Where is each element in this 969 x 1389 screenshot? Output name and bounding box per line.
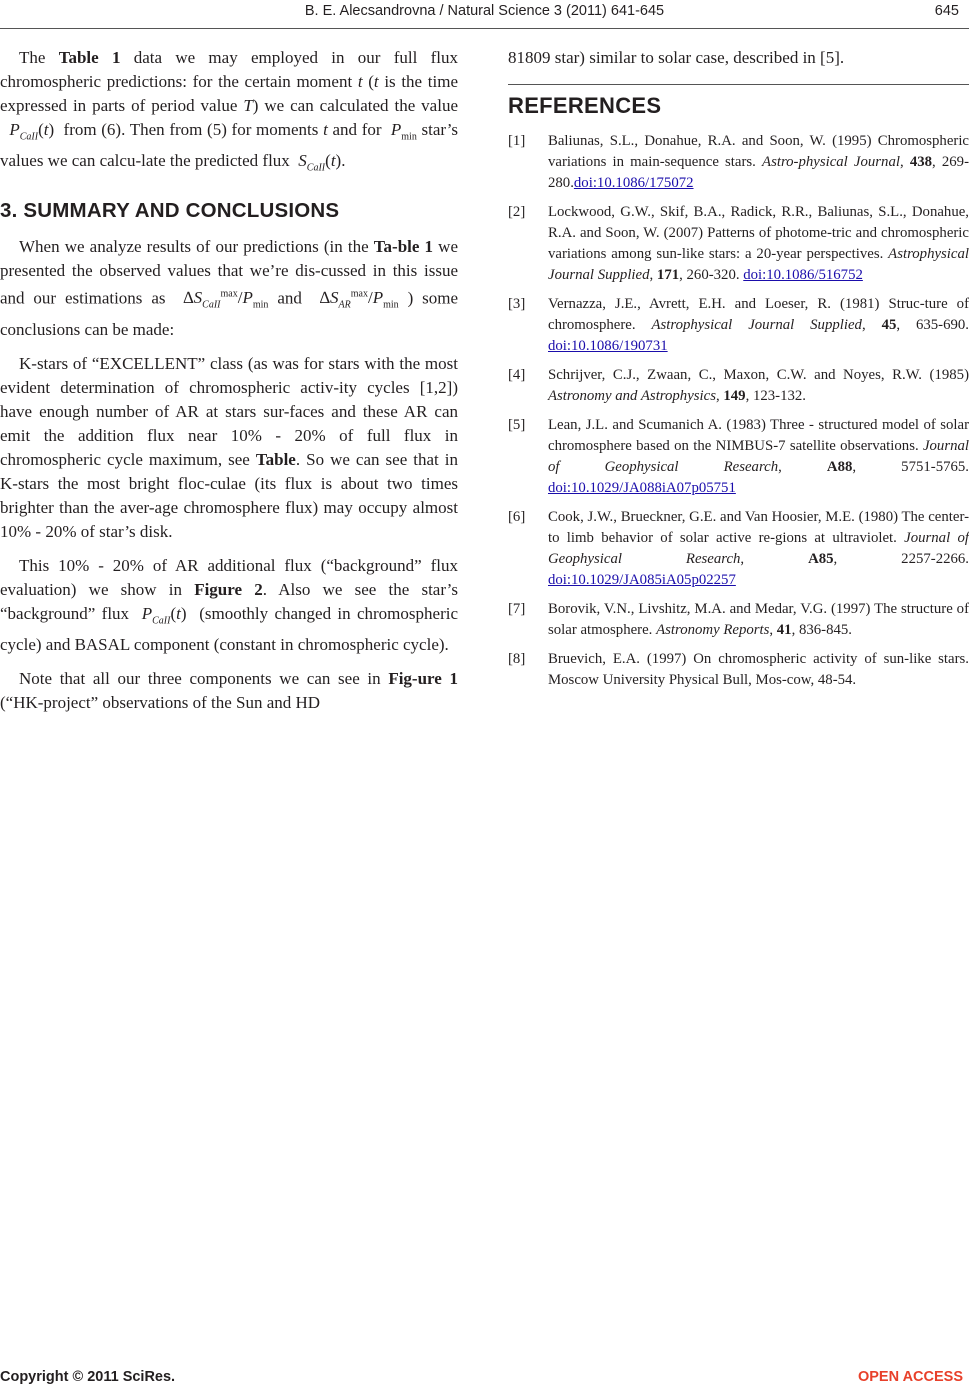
reference-text: Baliunas, S.L., Donahue, R.A. and Soon, W. (1995) Chromospheric variations in main-sequence stars. <box>548 133 969 170</box>
formula-delta-s-caii-over-p-min: $\Delta S_{CaII}^{max}/P_{min}$ <box>183 288 269 311</box>
table-1-ref: Table 1 <box>58 48 121 67</box>
reference-volume: 438 <box>909 154 933 170</box>
reference-item <box>508 507 969 591</box>
reference-item <box>508 131 969 194</box>
reference-item <box>508 202 969 286</box>
reference-text: Schrijver, C.J., Zwaan, C., Maxon, C.W. and Noyes, R.W. (1985) <box>548 367 969 383</box>
reference-volume: A85 <box>808 551 834 567</box>
reference-separator: , <box>740 551 809 567</box>
reference-separator: , <box>861 317 882 333</box>
running-title: B. E. Alecsandrovna / Natural Science 3 (2011) 641-645 <box>304 3 665 19</box>
reference-text: Cook, J.W., Brueckner, G.E. and Van Hoosier, M.E. (1980) The center-to limb behavior of solar active re-gions at ultraviolet. <box>548 509 969 546</box>
reference-number: [2] <box>508 204 526 220</box>
reference-number: [6] <box>508 509 526 525</box>
reference-journal: Journal of Geophysical Research <box>548 438 969 475</box>
running-header <box>0 3 969 23</box>
right-column <box>508 46 969 699</box>
reference-pages: , 269-280. <box>548 154 969 191</box>
table-1-ref-2: Ta-ble 1 <box>373 236 434 256</box>
figure-1-ref: Fig-ure 1 <box>388 669 458 689</box>
reference-doi-link[interactable]: doi:10.1086/175072 <box>573 175 694 191</box>
reference-doi-link[interactable]: doi:10.1029/JA085iA05p02257 <box>548 572 736 588</box>
copyright: Copyright © 2011 SciRes. <box>0 1369 176 1385</box>
reference-doi-link[interactable]: doi:10.1086/516752 <box>743 267 863 283</box>
reference-pages: , 635-690. <box>896 317 969 333</box>
reference-volume: 149 <box>723 388 746 404</box>
reference-number: [4] <box>508 367 526 383</box>
paragraph-continuation: 81809 star) similar to solar case, described in [5]. <box>508 48 845 67</box>
figure-2-ref: Figure 2 <box>194 579 263 599</box>
reference-journal: Astronomy Reports <box>656 622 770 638</box>
reference-volume: 45 <box>881 317 897 333</box>
reference-separator: , <box>778 459 827 475</box>
reference-volume: 171 <box>656 267 680 283</box>
reference-number: [1] <box>508 133 526 149</box>
reference-pages: , 260-320. <box>679 267 744 283</box>
reference-text: Lean, J.L. and Scumanich A. (1983) Three - structured model of solar chromosphere based on the NIMBUS-7 satellite observations. <box>548 417 969 454</box>
paragraph-background-flux: This 10% - 20% of AR additional flux (“background” flux evaluation) we show in Figure 2. Also we see the star’s “background” flux $P_{CaII}(t)$ (smoothly changed in chromospheric cycle) and BASAL component (constant in chromospheric cycle). <box>0 555 458 655</box>
reference-text: Lockwood, G.W., Skif, B.A., Radick, R.R., Baliunas, S.L., Donahue, R.A. and Soon, W. (2007) Patterns of photome-tric and chromospheric variations among sun-like stars: a 20-year perspectives. <box>548 204 969 262</box>
reference-item <box>508 294 969 357</box>
section-title: 3. SUMMARY AND CONCLUSIONS <box>0 198 340 222</box>
formula-p-caii-t-2: $P_{CaII}(t)$ <box>141 603 187 627</box>
reference-separator: , <box>769 622 777 638</box>
reference-pages: , 836-845. <box>791 622 852 638</box>
reference-item <box>508 599 969 641</box>
reference-number: [3] <box>508 296 526 312</box>
reference-journal: Journal of Geophysical Research <box>548 530 969 567</box>
page-number: 645 <box>934 3 959 19</box>
references-title: REFERENCES <box>508 93 662 118</box>
reference-item <box>508 365 969 407</box>
reference-item <box>508 415 969 499</box>
header-rule <box>0 28 969 29</box>
open-access-label: OPEN ACCESS <box>857 1369 963 1385</box>
reference-number: [5] <box>508 417 526 433</box>
reference-text: Borovik, V.N., Livshitz, M.A. and Medar, V.G. (1997) The structure of solar atmosphere. <box>548 601 969 638</box>
reference-journal: Astro-physical Journal <box>762 154 900 170</box>
left-column <box>0 46 458 725</box>
reference-volume: 41 <box>776 622 792 638</box>
formula-p-caii-t: $P_{CaII}(t)$ <box>9 120 55 143</box>
reference-journal: Astrophysical Journal Supplied <box>548 246 969 283</box>
reference-separator: , <box>899 154 910 170</box>
paragraph-three-components: Note that all our three components we can see in Fig-ure 1 (“HK-project” observations of the Sun and HD <box>0 669 458 713</box>
reference-item <box>508 649 969 691</box>
formula-p-min: $P_{min}$ <box>390 120 417 143</box>
reference-list <box>508 131 969 691</box>
reference-journal: Astrophysical Journal Supplied <box>651 317 862 333</box>
reference-journal: Astronomy and Astrophysics <box>548 388 716 404</box>
reference-pages: , 123-132. <box>745 388 806 404</box>
references-rule <box>508 84 969 85</box>
reference-pages: , 2257-2266. <box>833 551 969 567</box>
reference-pages: , 5751-5765. <box>852 459 969 475</box>
paragraph-table-usage: The Table 1 data we may employed in our full flux chromospheric predictions: for the certain moment t (t is the time expressed in parts of period value T) we can calculated the value $P_{CaII}(t)$ from (6). Then from (5) for moments t and for $P_{min}$ star’s values we can calcu-late the predicted flux $S_{CaII}(t)$. <box>0 48 459 174</box>
reference-doi-link[interactable]: doi:10.1086/190731 <box>548 338 668 354</box>
reference-number: [7] <box>508 601 526 617</box>
reference-number: [8] <box>508 651 526 667</box>
reference-volume: A88 <box>826 459 853 475</box>
formula-s-caii-t: $S_{CaII}(t)$ <box>298 151 342 174</box>
reference-text: Vernazza, J.E., Avrett, E.H. and Loeser, R. (1981) Struc-ture of chromosphere. <box>548 296 969 333</box>
formula-delta-s-ar-over-p-min: $\Delta S_{AR}^{max}/P_{min}$ <box>319 288 399 311</box>
reference-doi-link[interactable]: doi:10.1029/JA088iA07p05751 <box>548 480 736 496</box>
paragraph-analysis: When we analyze results of our predictions (in the Ta-ble 1 we presented the observed values that we’re dis-cussed in this issue and our estimations as $\Delta S_{CaII}^{max}/P_{min}$ and $\Delta S_{AR}^{max}/P_{min}$ ) some conclusions can be made: <box>0 236 458 339</box>
reference-separator: , <box>715 388 724 404</box>
paragraph-k-stars: K-stars of “EXCELLENT” class (as was for stars with the most evident determination of chromospheric activ-ity cycles [1,2]) have enough number of AR at stars sur-faces and these AR can emit the addition flux near 10% - 20% of full flux in chromospheric cycle maximum, see Table. So we can see that in K-stars the most bright floc-culae (its flux is about two times brighter than the aver-age chromosphere flux) may occupy almost 10% - 20% of star’s disk. <box>0 353 458 541</box>
reference-text: Bruevich, E.A. (1997) On chromospheric activity of sun-like stars. Moscow University Physical Bull, Mos-cow, 48-54. <box>548 651 969 688</box>
table-ref: Table <box>255 449 296 469</box>
reference-separator: , <box>649 267 657 283</box>
